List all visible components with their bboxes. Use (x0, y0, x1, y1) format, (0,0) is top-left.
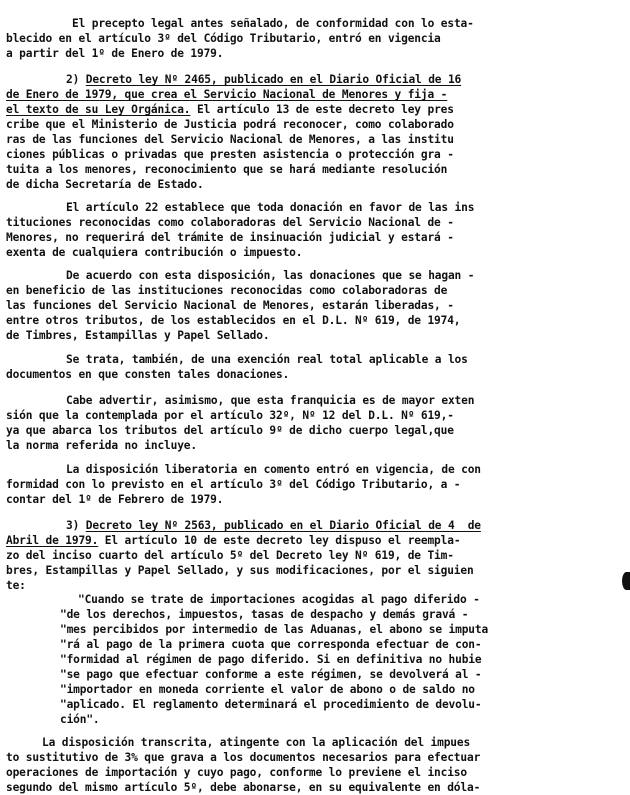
text-line: te: (6, 579, 26, 592)
text-line: De acuerdo con esta disposición, las donaciones que se hagan - (66, 269, 475, 282)
quote-line: "formidad al régimen de pago diferido. Si en definitiva no hubie (60, 653, 482, 666)
quote-line: ción". (60, 713, 100, 726)
text-line: exenta de cualquiera contribución o impuesto. (6, 246, 303, 259)
text-line: ras de las funciones del Servicio Nacional de Menores, a las institu (6, 133, 454, 146)
text-line: operaciones de importación y cuyo pago, conforme lo previene el inciso (6, 766, 467, 779)
text-line: sión que la contemplada por el artículo 32º, Nº 12 del D.L. Nº 619,- (6, 409, 454, 422)
quote-line: "Cuando se trate de importaciones acogidas al pago diferido - (78, 593, 480, 606)
underlined-phrase: Abril de 1979. (6, 534, 99, 547)
text-line: segundo del mismo artículo 5º, debe abonarse, en su equivalente en dóla- (6, 781, 481, 794)
text-line: to sustitutivo de 3% que grava a los documentos necesarios para efectuar (6, 751, 481, 764)
quote-line: "importador en moneda corriente el valor de abono o de saldo no (60, 683, 475, 696)
text-line: de dicha Secretaría de Estado. (6, 178, 204, 191)
binder-hole-mark (622, 572, 630, 590)
section-heading (0, 518, 630, 533)
section-title: Decreto ley Nº 2563, publicado en el Diario Oficial de 4 de (85, 519, 481, 532)
section-number: 3) (66, 519, 80, 532)
quote-line: "se pago que efectuar conforme a este régimen, se devolverá al - (60, 668, 482, 681)
text-line: La disposición liberatoria en comento entró en vigencia, de con (66, 463, 481, 476)
text-line: bres, Estampillas y Papel Sellado, y sus modificaciones, por el siguien (6, 564, 474, 577)
text-line: formidad con lo previsto en el artículo 3º del Código Tributario, a - (6, 478, 461, 491)
section-title: Decreto ley Nº 2465, publicado en el Diario Oficial de 16 (85, 73, 462, 86)
quote-line: "de los derechos, impuestos, tasas de despacho y demás gravá - (60, 608, 469, 621)
text-line: Se trata, también, de una exención real total aplicable a los (66, 353, 468, 366)
text-line: tituciones reconocidas como colaboradoras del Servicio Nacional de - (6, 216, 454, 229)
quote-line: "aplicado. El reglamento determinará el procedimiento de devolu- (60, 698, 482, 711)
text-line: las funciones del Servicio Nacional de Menores, estarán liberadas, - (6, 299, 454, 312)
text-line: La disposición transcrita, atingente con la aplicación del impues (42, 736, 471, 749)
text-line: entre otros tributos, de los establecidos en el D.L. Nº 619, de 1974, (6, 314, 461, 327)
section-number: 2) (66, 73, 80, 86)
text-fragment: El artículo 10 de este decreto ley dispuso el reempla- (98, 534, 461, 547)
quote-line: "mes percibidos por intermedio de las Aduanas, el abono se imputa (60, 623, 489, 636)
text-line: zo del inciso cuarto del artículo 5º del Decreto ley Nº 619, de Tim- (6, 549, 454, 562)
text-line: contar del 1º de Febrero de 1979. (6, 493, 224, 506)
text-line: El artículo 22 establece que toda donación en favor de las ins (66, 201, 475, 214)
text-fragment: El artículo 13 de este decreto ley pres (190, 103, 454, 116)
text-line: a partir del 1º de Enero de 1979. (6, 47, 224, 60)
text-line: Menores, no requerirá del trámite de insinuación judicial y estará - (6, 231, 454, 244)
text-line: Cabe advertir, asimismo, que esta franquicia es de mayor exten (66, 394, 475, 407)
text-line: de Timbres, Estampillas y Papel Sellado. (6, 329, 270, 342)
text-line: El precepto legal antes señalado, de conformidad con lo esta- (72, 17, 474, 30)
underlined-phrase: el texto de su Ley Orgánica. (6, 103, 191, 116)
text-line: tuita a los menores, reconocimiento que se hará mediante resolución (6, 163, 448, 176)
section-heading (0, 72, 630, 87)
text-line (0, 533, 630, 548)
text-line: la norma referida no incluye. (6, 439, 197, 452)
text-line (0, 102, 630, 117)
text-line: ya que abarca los tributos del artículo 9º de dicho cuerpo legal,que (6, 424, 454, 437)
text-line: cribe que el Ministerio de Justicia podrá reconocer, como colaborado (6, 118, 454, 131)
text-line: en beneficio de las instituciones reconocidas como colaboradoras de (6, 284, 448, 297)
text-line: ciones públicas o privadas que presten asistencia o protección gra - (6, 148, 454, 161)
text-line: de Enero de 1979, que crea el Servicio Nacional de Menores y fija - (6, 88, 448, 101)
text-line: blecido en el artículo 3º del Código Tributario, entró en vigencia (6, 32, 441, 45)
text-line: documentos en que consten tales donaciones. (6, 368, 290, 381)
quote-line: "rá al pago de la primera cuota que corresponda efectuar de con- (60, 638, 482, 651)
